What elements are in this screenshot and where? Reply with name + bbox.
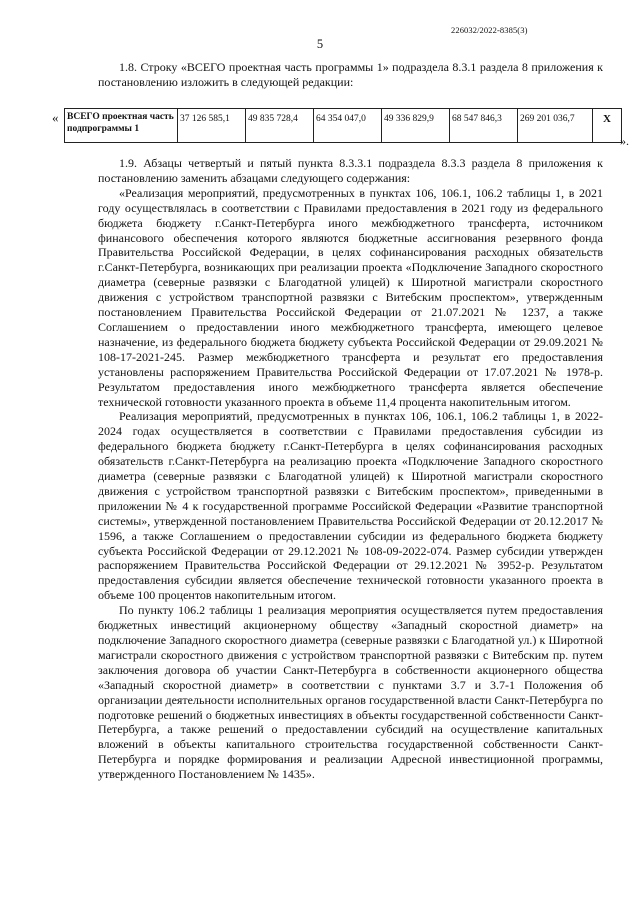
table-row-label: ВСЕГО проектная часть подпрограммы 1: [65, 109, 178, 143]
table-cell-value: 49 835 728,4: [246, 109, 314, 143]
page-number: 5: [316, 37, 324, 51]
table-cell-value: 68 547 846,3: [450, 109, 518, 143]
table-cell-value: 49 336 829,9: [382, 109, 450, 143]
table-open-quote: «: [52, 110, 59, 125]
totals-table: [64, 108, 622, 143]
total-row-table: [52, 108, 632, 148]
document-id: 226032/2022-8385(3): [451, 25, 528, 35]
table-close-quote: ».: [620, 134, 629, 148]
paragraph-2: Реализация мероприятий, предусмотренных в пунктах 106, 106.1, 106.2 таблицы 1, в 2022-2024 годах осуществляется в соответствии с Правилами предоставления субсидии из федерального бюджета бюджету г.Санкт-Петербурга в целях софинансирования расходных обязательств г.Санкт-Петербурга на реализацию проекта «Подключение Западного скоростного диаметра (северные развязки с Благодатной улицей) к Широтной магистрали скоростного движения с устройством транспортной развязки с Витебским проспектом», приведенными в приложении № 4 к государственной программе Российской Федерации «Развитие транспортной системы», утвержденной постановлением Правительства Российской Федерации от 20.12.2017 № 1596, а также Соглашением о предоставлении субсидии из федерального бюджета бюджету субъекта Российской Федерации от 29.12.2021 № 108-09-2022-074. Размер субсидии утвержден распоряжением Правительства Российской Федерации от 29.12.2021 № 3952-р. Результатом предоставления субсидии является обеспечение технической готовности указанного проекта в объеме 100 процентов накопительным итогом.: [98, 409, 603, 603]
paragraph-1: «Реализация мероприятий, предусмотренных в пунктах 106, 106.1, 106.2 таблицы 1, в 2021 году осуществлялась в соответствии с Правилами предоставления в 2021 году из федерального бюджета бюджету г.Санкт-Петербурга иного межбюджетного трансферта, источником финансового обеспечения которого являются бюджетные ассигнования резервного фонда Правительства Российской Федерации, в целях софинансирования расходных обязательств г.Санкт-Петербурга, возникающих при реализации проекта «Подключение Западного скоростного диаметра (северные развязки с Благодатной улицей) к Широтной магистрали скоростного движения с устройством транспортной развязки с Витебским проспектом», утвержденным постановлением Правительства Российской Федерации от 21.07.2021 № 1237, а также Соглашением о предоставлении иного межбюджетного трансферта, имеющего целевое назначение, из федерального бюджета бюджету субъекта Российской Федерации от 29.09.2021 № 108-17-2021-245. Размер межбюджетного трансферта и результат его предоставления установлены распоряжением Правительства Российской Федерации от 17.07.2021 № 1978-р. Результатом предоставления иного межбюджетного трансферта является обеспечение технической готовности указанного проекта в объеме 11,4 процента накопительным итогом.: [98, 185, 603, 409]
table-cell-value: 64 354 047,0: [314, 109, 382, 143]
paragraph-3: По пункту 106.2 таблицы 1 реализация мероприятия осуществляется путем предоставления бюджетных инвестиций акционерному обществу «Западный скоростной диаметр» на подключение Западного скоростного диаметра (северные развязки с Благодатной ул.) к Широтной магистрали скоростного движения с устройством транспортной развязки с Витебским пр. путем заключения договора об участии Санкт-Петербурга в собственности акционерного общества «Западный скоростной диаметр» в соответствии с пунктами 3.7 и 3.7-1 Положения об организации деятельности исполнительных органов государственной власти Санкт-Петербурга по подготовке решений о бюджетных инвестициях в объекты государственной собственности Санкт-Петербурга, а также решений о предоставлении субсидий на осуществление капитальных вложений в объекты капитального строительства государственной собственности Санкт-Петербурга и порядке формирования и реализации Адресной инвестиционной программы, утвержденного Постановлением № 1435».: [98, 603, 603, 782]
table-row: [65, 109, 622, 143]
table-cell-x: X: [593, 109, 622, 143]
section-1-9-intro: 1.9. Абзацы четвертый и пятый пункта 8.3.3.1 подраздела 8.3.3 раздела 8 приложения к постановлению заменить абзацами следующего содержания:: [98, 156, 603, 185]
table-cell-total: 269 201 036,7: [518, 109, 593, 143]
section-1-9: [98, 156, 603, 782]
table-cell-value: 37 126 585,1: [178, 109, 246, 143]
section-1-8-text: 1.8. Строку «ВСЕГО проектная часть программы 1» подраздела 8.3.1 раздела 8 приложения к постановлению изложить в следующей редакции:: [98, 60, 603, 89]
